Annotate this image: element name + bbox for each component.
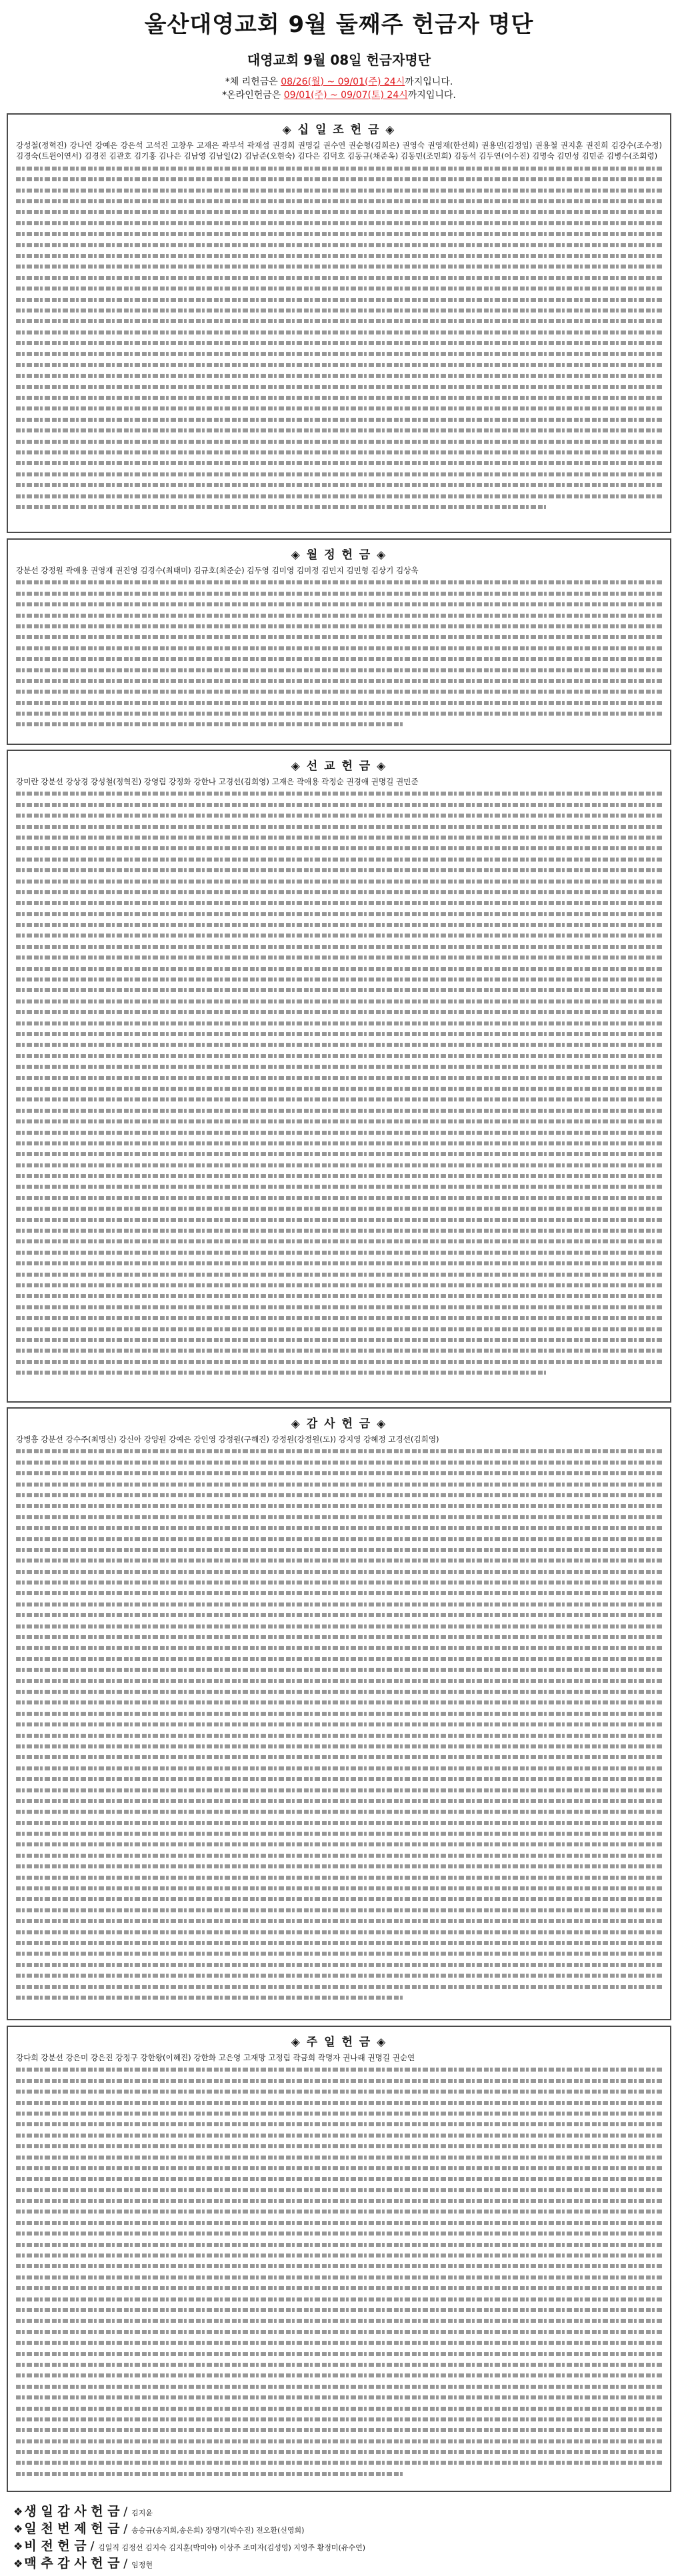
name-text-line: [16, 1258, 662, 1269]
name-text-line: [16, 2098, 662, 2108]
name-text-line: [16, 1127, 662, 1138]
name-text-line: [16, 1501, 662, 1511]
name-text-line: [16, 283, 662, 294]
name-text-line: [16, 1457, 662, 1468]
name-text-line: [16, 273, 662, 283]
name-text-line: [16, 1083, 662, 1094]
name-text-line: [16, 1029, 662, 1039]
name-text-line: [16, 1138, 662, 1149]
name-text-line: [16, 1621, 662, 1632]
misc-thousand: ❖ 일 천 번 제 헌 금 / 송승규(송지희,송은희) 장명기(박수진) 전오환(신영희): [13, 2521, 305, 2536]
page-title: 울산대영교회 9월 둘째주 헌금자 명단: [144, 11, 534, 38]
section-monthly: [7, 538, 671, 745]
name-text-line: [16, 2425, 662, 2435]
name-text-line: [16, 577, 662, 588]
name-text-line: [16, 1992, 662, 2003]
name-text-line: [16, 425, 662, 436]
name-text-line: [16, 1545, 662, 1555]
name-text-line: [16, 382, 662, 392]
name-text-line: [16, 1610, 662, 1620]
name-text-line: [16, 2381, 662, 2392]
name-text-line: [16, 436, 662, 447]
name-text-line: [16, 1468, 662, 1479]
name-text-line: [16, 2327, 662, 2337]
name-text-line: [16, 632, 662, 642]
name-text-line: [16, 1948, 662, 1959]
name-text-line: [16, 2315, 662, 2326]
name-text-line: [16, 174, 662, 185]
name-text-line: [16, 1512, 662, 1523]
name-text-line: [16, 1324, 662, 1335]
name-text-line: [16, 1741, 662, 1752]
name-text-line: [16, 1171, 662, 1181]
section-tithe: [7, 113, 671, 533]
name-text-line: [16, 1160, 662, 1171]
name-text-line: [16, 1861, 662, 1872]
name-text-line: [16, 1642, 662, 1653]
diamond-bullet-icon: ❖: [13, 2557, 23, 2570]
section-names: 강미란 강분선 강상경 강성철(정혁진) 강영림 강정화 강한나 고경선(김희영) 고재은 곽애용 곽정순 권경애 권명길 권민준: [16, 776, 662, 1379]
name-text-line: [16, 1599, 662, 1610]
name-text-line: [16, 2130, 662, 2141]
name-text-line: [16, 1367, 662, 1378]
name-text-line: [16, 1828, 662, 1839]
name-text-line: [16, 348, 662, 359]
diamond-bullet-icon: ❖: [13, 2505, 23, 2518]
name-text-line: [16, 1872, 662, 1883]
name-text-line: [16, 2206, 662, 2217]
name-text-line: [16, 1039, 662, 1050]
name-text-line: [16, 1905, 662, 1916]
name-text-line: [16, 2152, 662, 2163]
name-text-line: [16, 2305, 662, 2315]
name-text-line: [16, 2447, 662, 2457]
name-text-line: [16, 1534, 662, 1545]
name-text-line: [16, 2283, 662, 2293]
name-text-line: [16, 1654, 662, 1664]
name-text-line: [16, 327, 662, 338]
name-text-line: [16, 2076, 662, 2086]
misc-offerings: [13, 2503, 667, 2572]
name-text-line: [16, 1697, 662, 1708]
name-text-line: [16, 1850, 662, 1861]
name-text-line: [16, 261, 662, 272]
name-text-line: [16, 599, 662, 610]
name-text-line: [16, 985, 662, 995]
name-text-line: [16, 1686, 662, 1697]
section-title: ◈ 십 일 조 헌 금 ◈: [282, 123, 396, 137]
name-text-line: [16, 2436, 662, 2447]
name-text-line: [16, 1247, 662, 1258]
name-text-line: [16, 1269, 662, 1280]
name-text-line: [16, 1007, 662, 1017]
name-text-line: [16, 1970, 662, 1981]
name-text-line: [16, 2370, 662, 2381]
misc-birthday: ❖ 생 일 감 사 헌 금 / 김지윤: [13, 2504, 153, 2519]
diamond-bullet-icon: ❖: [13, 2523, 23, 2535]
name-text-line: [16, 185, 662, 196]
name-text-line: [16, 2272, 662, 2283]
name-text-line: [16, 2064, 662, 2075]
name-text-line: [16, 974, 662, 985]
name-text-line: [16, 1785, 662, 1796]
name-text-line: [16, 207, 662, 217]
name-text-line: [16, 1577, 662, 1588]
name-text-line: [16, 1051, 662, 1061]
name-text-line: [16, 2174, 662, 2184]
name-text-line: [16, 2261, 662, 2271]
name-text-line: [16, 920, 662, 930]
name-text-line: [16, 686, 662, 697]
section-title: ◈ 월 정 헌 금 ◈: [291, 548, 387, 562]
period-info: [0, 75, 678, 101]
name-text-line: [16, 414, 662, 425]
name-text-line: [16, 2228, 662, 2239]
name-text-line: [16, 2086, 662, 2097]
name-text-line: [16, 1313, 662, 1323]
name-text-line: [16, 2119, 662, 2130]
name-text-line: [16, 952, 662, 963]
name-text-line: [16, 1632, 662, 1642]
name-text-line: [16, 196, 662, 207]
name-text-line: [16, 2185, 662, 2196]
name-text-line: [16, 1490, 662, 1501]
name-text-line: [16, 163, 662, 174]
name-text-line: [16, 392, 662, 403]
name-text-line: [16, 1018, 662, 1029]
name-text-line: [16, 930, 662, 941]
misc-harvest: ❖ 맥 추 감 사 헌 금 / 임정현: [13, 2556, 153, 2571]
name-text-line: [16, 2337, 662, 2348]
name-text-line: [16, 1883, 662, 1894]
name-text-line: [16, 942, 662, 952]
section-title: ◈ 주 일 헌 금 ◈: [291, 2036, 387, 2049]
section-names: 강다희 강분선 강은미 강은진 강정구 강한왕(이혜진) 강한화 고은영 고재망 고정림 곽금희 곽명자 권나래 권명길 권순연: [16, 2052, 662, 2479]
section-title: ◈ 선 교 헌 금 ◈: [291, 760, 387, 773]
name-text-line: [16, 588, 662, 599]
name-text-line: [16, 229, 662, 239]
name-text-line: [16, 240, 662, 251]
name-text-line: [16, 2294, 662, 2305]
name-text-line: [16, 370, 662, 381]
name-text-line: [16, 654, 662, 664]
name-text-line: [16, 1818, 662, 1828]
name-text-line: [16, 865, 662, 876]
section-thanks: [7, 1407, 671, 2020]
name-text-line: [16, 1730, 662, 1741]
name-text-line: [16, 1335, 662, 1345]
name-text-line: [16, 1763, 662, 1774]
name-text-line: [16, 1774, 662, 1784]
name-text-line: [16, 1225, 662, 1236]
name-text-line: [16, 2141, 662, 2152]
section-sunday: [7, 2026, 671, 2492]
name-text-line: [16, 719, 662, 730]
name-text-line: [16, 218, 662, 229]
section-mission: [7, 750, 671, 1403]
misc-vision: ❖ 비 전 헌 금 / 김일직 김정선 김지숙 김지훈(박미야) 이상주 조미자(김성영) 지영주 황정미(유수연): [13, 2539, 366, 2553]
name-text-line: [16, 2457, 662, 2468]
name-text-line: [16, 251, 662, 261]
name-text-line: [16, 447, 662, 458]
name-text-line: [16, 1193, 662, 1203]
name-text-line: [16, 491, 662, 502]
name-text-line: [16, 1061, 662, 1072]
name-text-line: [16, 338, 662, 348]
name-text-line: [16, 1181, 662, 1192]
name-text-line: [16, 698, 662, 708]
name-text-line: [16, 1555, 662, 1566]
name-text-line: [16, 909, 662, 920]
name-text-line: [16, 2163, 662, 2174]
name-text-line: [16, 788, 662, 799]
section-names: 강병흥 강분선 강수주(최명신) 강신아 강양원 강예은 강인영 강정원(구해진) 강정원(강정원(도)) 강지영 강혜정 고경선(김희영): [16, 1434, 662, 2003]
name-text-line: [16, 2250, 662, 2261]
name-text-line: [16, 458, 662, 468]
name-text-line: [16, 403, 662, 414]
name-text-line: [16, 887, 662, 898]
name-text-line: [16, 2218, 662, 2228]
name-text-line: [16, 1357, 662, 1367]
name-text-line: [16, 708, 662, 719]
name-text-line: [16, 295, 662, 305]
name-text-line: [16, 1938, 662, 1948]
name-text-line: [16, 469, 662, 480]
diamond-bullet-icon: ❖: [13, 2540, 23, 2553]
name-text-line: [16, 1752, 662, 1762]
name-text-line: [16, 1236, 662, 1247]
name-text-line: [16, 1960, 662, 1970]
name-text-line: [16, 1215, 662, 1225]
name-text-line: [16, 2414, 662, 2425]
name-text-line: [16, 2392, 662, 2403]
name-text-line: [16, 1203, 662, 1214]
name-text-line: [16, 621, 662, 632]
name-text-line: [16, 1567, 662, 1577]
name-text-line: [16, 1116, 662, 1127]
name-text-line: [16, 843, 662, 854]
name-text-line: [16, 1446, 662, 1457]
name-text-line: [16, 610, 662, 621]
name-text-line: [16, 1719, 662, 1730]
name-text-line: [16, 1149, 662, 1159]
name-text-line: [16, 1664, 662, 1675]
name-text-line: [16, 676, 662, 686]
name-text-line: [16, 996, 662, 1007]
name-text-line: [16, 1927, 662, 1938]
name-text-line: [16, 2240, 662, 2250]
name-text-line: [16, 502, 662, 512]
name-text-line: [16, 1291, 662, 1301]
name-text-line: [16, 1676, 662, 1686]
name-text-line: [16, 1094, 662, 1105]
name-text-line: [16, 1523, 662, 1533]
name-text-line: [16, 2403, 662, 2414]
name-text-line: [16, 2359, 662, 2370]
name-text-line: [16, 2469, 662, 2479]
name-text-line: [16, 316, 662, 326]
name-text-line: [16, 822, 662, 832]
name-text-line: [16, 1894, 662, 1904]
name-text-line: [16, 898, 662, 908]
name-text-line: [16, 1302, 662, 1313]
section-names: 강분선 강정원 곽애용 권영재 권진영 김경수(최태미) 김규호(최준순) 김두영 김미영 김미정 김민지 김민형 김상기 김상욱: [16, 565, 662, 730]
name-text-line: [16, 1073, 662, 1083]
name-text-line: [16, 643, 662, 654]
section-names: 강성철(정혁진) 강나연 강예은 강은석 고석진 고창우 고재은 곽부석 곽재섭 권경희 권명길 권수연 권순형(김희은) 권영숙 권영재(한선희) 권용민(김정임) 권용철 권지훈 권진희 김강수(조수정) 김경숙(트윈이연서) 김경진 김관호 김기홍 김나은 김남영 김남일(2) 김남준(오현숙) 김다은 김덕호 김동규(채준옥) 김동민(조민희) 김동석 김두연(이수진) 김명숙 김민성 김민준 김병수(조회령): [16, 140, 662, 512]
name-text-line: [16, 1280, 662, 1291]
name-text-line: [16, 1345, 662, 1356]
name-text-line: [16, 1982, 662, 1992]
name-text-line: [16, 1916, 662, 1926]
name-text-line: [16, 832, 662, 843]
name-text-line: [16, 964, 662, 974]
name-text-line: [16, 1479, 662, 1490]
name-text-line: [16, 305, 662, 316]
name-text-line: [16, 360, 662, 370]
name-text-line: [16, 1839, 662, 1850]
name-text-line: [16, 1588, 662, 1599]
name-text-line: [16, 1796, 662, 1806]
name-text-line: [16, 854, 662, 865]
name-text-line: [16, 2349, 662, 2359]
section-title: ◈ 감 사 헌 금 ◈: [291, 1417, 387, 1431]
name-text-line: [16, 1105, 662, 1116]
name-text-line: [16, 1708, 662, 1719]
name-text-line: [16, 2196, 662, 2206]
name-text-line: [16, 480, 662, 490]
name-text-line: [16, 810, 662, 821]
name-text-line: [16, 1806, 662, 1817]
name-text-line: [16, 800, 662, 810]
period-offline: *체 리헌금은 08/26(월) ~ 09/01(주) 24시까지입니다.: [225, 77, 453, 87]
page-subtitle: 대영교회 9월 08일 헌금자명단: [247, 52, 431, 68]
name-text-line: [16, 2108, 662, 2119]
name-text-line: [16, 876, 662, 887]
period-online: *온라인헌금은 09/01(주) ~ 09/07(토) 24시까지입니다.: [222, 90, 456, 101]
name-text-line: [16, 665, 662, 676]
